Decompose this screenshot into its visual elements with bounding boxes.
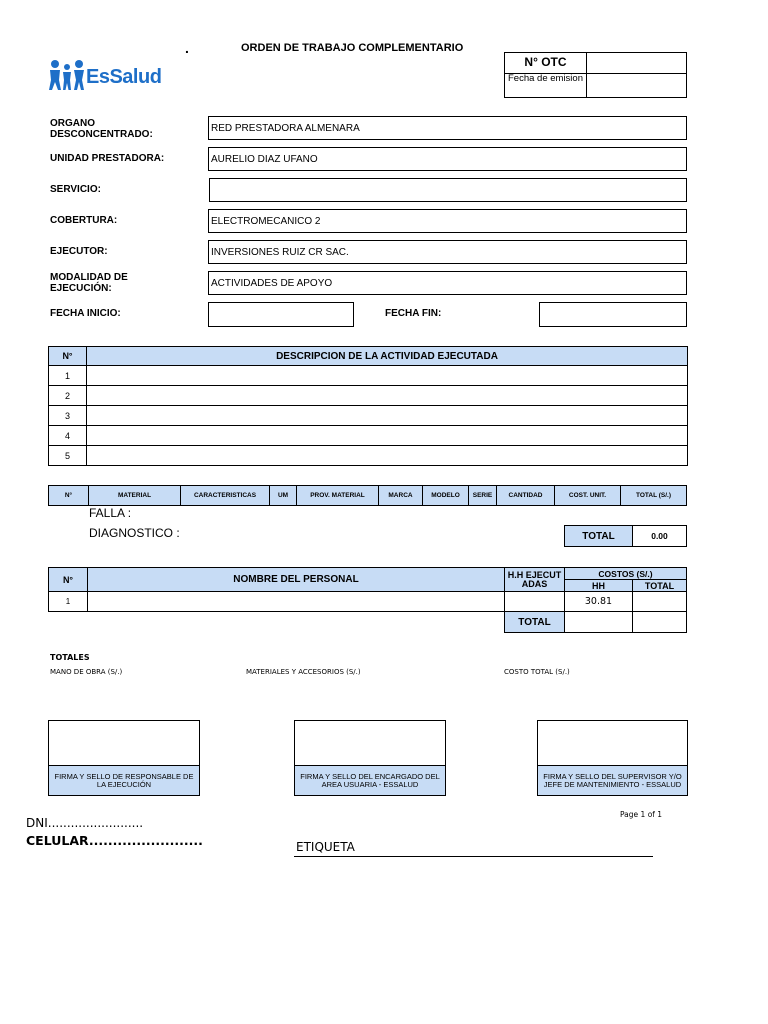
materials-col-total: TOTAL (S/.)	[621, 486, 687, 506]
materials-table	[48, 485, 687, 506]
materials-col-prov: PROV. MATERIAL	[297, 486, 379, 506]
activities-col-no: N°	[49, 347, 87, 366]
materials-col-cantidad: CANTIDAD	[497, 486, 555, 506]
personnel-col-hh: H.H EJECUTADAS	[505, 568, 565, 592]
otc-label: N° OTC	[505, 53, 587, 74]
fecha-emision-value[interactable]	[586, 73, 686, 97]
personnel-col-costos-hh: HH	[565, 580, 633, 592]
personnel-row-name[interactable]	[88, 592, 505, 612]
materials-col-no: N°	[49, 486, 89, 506]
table-row	[49, 366, 688, 386]
materials-col-caracteristicas: CARACTERISTICAS	[181, 486, 270, 506]
activity-row-number: 3	[49, 406, 87, 426]
etiqueta-line	[294, 856, 653, 857]
signature-box-supervisor[interactable]	[537, 720, 688, 796]
personnel-total-hh	[565, 612, 633, 633]
signature-label-supervisor: FIRMA Y SELLO DEL SUPERVISOR Y/O JEFE DE MANTENIMIENTO - ESSALUD	[538, 765, 687, 795]
table-row	[49, 386, 688, 406]
field-label-unidad: UNIDAD PRESTADORA:	[50, 153, 165, 164]
header-dot: .	[185, 40, 189, 56]
table-row	[49, 426, 688, 446]
signature-label-responsable: FIRMA Y SELLO DE RESPONSABLE DE LA EJECUCIÓN	[49, 765, 199, 795]
fecha-emision-label: Fecha de emision	[505, 73, 587, 97]
essalud-logo	[48, 58, 173, 94]
activity-row-desc[interactable]	[87, 446, 688, 466]
personnel-col-costos-total: TOTAL	[633, 580, 687, 592]
activity-row-desc[interactable]	[87, 426, 688, 446]
logo-text: EsSalud	[86, 66, 162, 88]
materials-col-marca: MARCA	[379, 486, 423, 506]
activity-row-number: 5	[49, 446, 87, 466]
totales-mano-obra: MANO DE OBRA (S/.)	[50, 668, 123, 676]
materials-col-material: MATERIAL	[89, 486, 181, 506]
materials-total-label: TOTAL	[565, 526, 633, 547]
document-title: ORDEN DE TRABAJO COMPLEMENTARIO	[241, 42, 464, 54]
fecha-inicio-input[interactable]	[208, 302, 354, 327]
personnel-row-hh[interactable]	[505, 592, 565, 612]
activities-table	[48, 346, 688, 466]
activity-row-number: 1	[49, 366, 87, 386]
personnel-row-number: 1	[49, 592, 88, 612]
materials-col-modelo: MODELO	[423, 486, 469, 506]
signature-box-area-usuaria[interactable]	[294, 720, 446, 796]
field-label-organo: ORGANO DESCONCENTRADO:	[50, 118, 153, 140]
field-label-modalidad: MODALIDAD DE EJECUCIÓN:	[50, 272, 128, 294]
table-row	[49, 406, 688, 426]
signature-box-responsable[interactable]	[48, 720, 200, 796]
activity-row-number: 2	[49, 386, 87, 406]
activity-row-number: 4	[49, 426, 87, 446]
fecha-fin-input[interactable]	[539, 302, 687, 327]
activity-row-desc[interactable]	[87, 406, 688, 426]
totales-materiales: MATERIALES Y ACCESORIOS (S/.)	[246, 668, 361, 676]
etiqueta-label: ETIQUETA	[296, 840, 355, 854]
personnel-col-costos: COSTOS (S/.)	[565, 568, 687, 580]
signature-label-area-usuaria: FIRMA Y SELLO DEL ENCARGADO DEL AREA USUARIA - ESSALUD	[295, 765, 445, 795]
activities-col-desc: DESCRIPCION DE LA ACTIVIDAD EJECUTADA	[87, 347, 688, 366]
otc-value[interactable]	[586, 53, 686, 74]
totales-costo-total: COSTO TOTAL (S/.)	[504, 668, 570, 676]
personnel-col-no: N°	[49, 568, 88, 592]
activity-row-desc[interactable]	[87, 386, 688, 406]
materials-col-um: UM	[270, 486, 297, 506]
field-value-cobertura[interactable]: ELECTROMECANICO 2	[208, 209, 687, 233]
dni-label: DNI.........................	[26, 816, 144, 830]
table-row	[49, 592, 687, 612]
personnel-total-total	[633, 612, 687, 633]
materials-col-serie: SERIE	[469, 486, 497, 506]
field-value-organo[interactable]: RED PRESTADORA ALMENARA	[208, 116, 687, 140]
family-icon	[48, 58, 86, 92]
celular-label: CELULAR........................	[26, 833, 203, 848]
diagnostico-label: DIAGNOSTICO :	[89, 526, 180, 540]
personnel-row-costo-hh: 30.81	[565, 592, 633, 612]
fecha-fin-label: FECHA FIN:	[385, 308, 442, 319]
otc-box	[504, 52, 687, 98]
personnel-total-label: TOTAL	[505, 612, 565, 633]
field-label-cobertura: COBERTURA:	[50, 215, 118, 226]
falla-label: FALLA :	[89, 506, 132, 520]
field-value-modalidad[interactable]: ACTIVIDADES DE APOYO	[208, 271, 687, 295]
materials-total-table	[564, 525, 687, 547]
materials-col-cost-unit: COST. UNIT.	[555, 486, 621, 506]
field-value-ejecutor[interactable]: INVERSIONES RUIZ CR SAC.	[208, 240, 687, 264]
personnel-col-name: NOMBRE DEL PERSONAL	[88, 568, 505, 592]
totales-title: TOTALES	[50, 653, 90, 662]
field-label-ejecutor: EJECUTOR:	[50, 246, 108, 257]
table-row	[49, 446, 688, 466]
field-value-unidad[interactable]: AURELIO DIAZ UFANO	[208, 147, 687, 171]
fecha-inicio-label: FECHA INICIO:	[50, 308, 121, 319]
activity-row-desc[interactable]	[87, 366, 688, 386]
field-label-servicio: SERVICIO:	[50, 184, 101, 195]
materials-total-value: 0.00	[633, 526, 687, 547]
personnel-row-costo-total	[633, 592, 687, 612]
personnel-table	[48, 567, 687, 633]
field-value-servicio[interactable]	[209, 178, 687, 202]
page-number: Page 1 of 1	[620, 810, 663, 819]
